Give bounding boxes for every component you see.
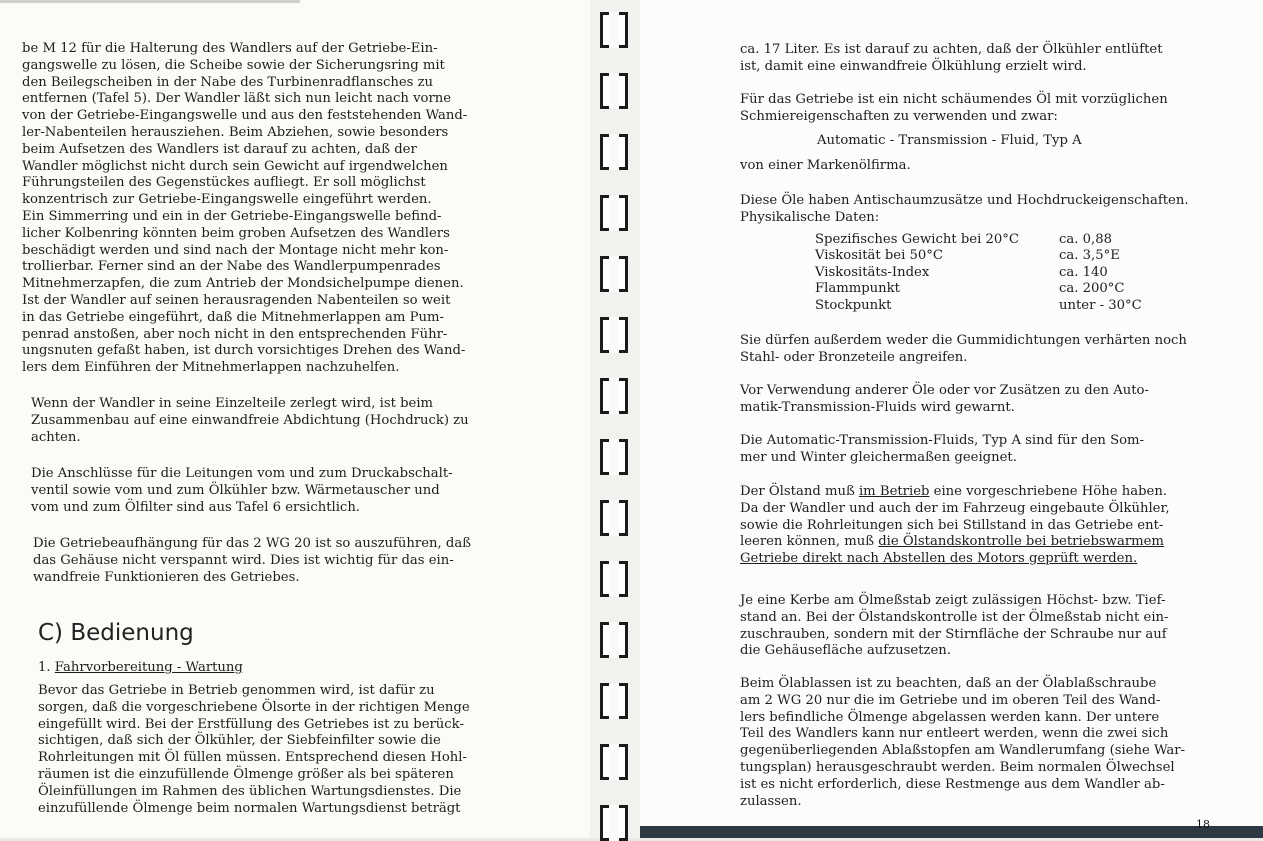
text-line: Öleinfüllungen im Rahmen des üblichen Wartungsdienstes. Die [38, 783, 462, 799]
binding-ring [600, 500, 628, 536]
binding-ring [600, 378, 628, 414]
text-line: die Gehäusefläche aufzusetzen. [740, 643, 951, 659]
text-line: licher Kolbenring könnten beim groben Aufsetzen des Wandlers [22, 225, 450, 241]
p7-underlined: die Ölstandskontrolle bei betriebswarmem [878, 534, 1164, 550]
text-line: das Gehäuse nicht verspannt wird. Dies ist wichtig für das ein- [33, 552, 454, 568]
right-paragraph-9 [740, 676, 1185, 810]
spiral-binding [590, 0, 640, 838]
text-line: zuschrauben, sondern mit der Stirnfläche der Schraube nur auf [740, 626, 1167, 642]
binding-ring [600, 12, 628, 48]
physical-data-row [815, 298, 1142, 314]
text-line: sichtigen, daß sich der Ölkühler, der Siebfeinfilter sowie die [38, 733, 441, 749]
binding-ring [600, 256, 628, 292]
right-paragraph-5 [740, 383, 1149, 417]
text-line: gangswelle zu lösen, die Scheibe sowie der Sicherungsring mit [22, 57, 445, 73]
property-value: ca. 0,88 [1059, 232, 1112, 247]
property-label: Flammpunkt [815, 281, 900, 297]
physical-data-table [815, 232, 1142, 314]
text-line: Die Getriebeaufhängung für das 2 WG 20 ist so auszuführen, daß [33, 536, 472, 551]
binding-ring [600, 683, 628, 719]
text-line: räumen ist die einzufüllende Ölmenge größer als bei späteren [38, 766, 454, 782]
binding-ring [600, 73, 628, 109]
text-line: Schmiereigenschaften zu verwenden und zwar: [740, 108, 1058, 124]
left-paragraph-3 [31, 466, 453, 516]
subheading [38, 660, 243, 675]
right-paragraph-6 [740, 433, 1144, 467]
physical-data-row [815, 265, 1142, 281]
binding-ring [600, 195, 628, 231]
physical-data-row [815, 232, 1142, 248]
property-label: Spezifisches Gewicht bei 20°C [815, 232, 1019, 247]
oil-specification: Automatic - Transmission - Fluid, Typ A [817, 133, 1082, 148]
text-line: ist es nicht erforderlich, diese Restmenge aus dem Wandler ab- [740, 776, 1165, 792]
binding-ring [600, 622, 628, 658]
right-paragraph-2 [740, 92, 1168, 126]
binding-ring [600, 805, 628, 841]
property-value: ca. 3,5°E [1059, 248, 1120, 264]
left-paragraph-2 [31, 396, 469, 446]
text-line: konzentrisch zur Getriebe-Eingangswelle eingeführt werden. [22, 192, 432, 208]
text-line: ungsnuten gefaßt haben, ist durch vorsichtiges Drehen des Wand- [22, 343, 466, 359]
p7-text: Der Ölstand muß [740, 484, 859, 499]
text-line: einzufüllende Ölmenge beim normalen Wartungsdienst beträgt [38, 800, 461, 816]
property-value: ca. 140 [1059, 264, 1108, 280]
p7-underlined-line: Getriebe direkt nach Abstellen des Motors geprüft werden. [740, 551, 1138, 567]
right-page [640, 0, 1263, 838]
right-paragraph-7 [740, 484, 1170, 568]
text-line: achten. [31, 429, 81, 445]
p7-underlined: im Betrieb [858, 484, 930, 499]
text-line: Je eine Kerbe am Ölmeßstab zeigt zulässigen Höchst- bzw. Tief- [740, 593, 1166, 608]
text-line: zulassen. [740, 793, 802, 809]
text-line: Wandler möglichst nicht durch sein Gewicht auf irgendwelchen [22, 158, 448, 174]
right-paragraph-2-end: von einer Markenölfirma. [740, 158, 911, 173]
text-line: be M 12 für die Halterung des Wandlers auf der Getriebe-Ein- [22, 41, 438, 56]
text-line: Die Automatic-Transmission-Fluids, Typ A sind für den Som- [740, 433, 1145, 448]
right-paragraph-4 [740, 333, 1187, 367]
property-label: Viskosität bei 50°C [815, 248, 943, 264]
text-line: den Beilegscheiben in der Nabe des Turbinenradflansches zu [22, 74, 434, 90]
subheading-text: Fahrvorbereitung - Wartung [54, 660, 243, 675]
top-edge-smudge [0, 0, 300, 3]
text-line: am 2 WG 20 nur die im Getriebe und im oberen Teil des Wand- [740, 692, 1161, 708]
subheading-number: 1. [38, 660, 51, 675]
text-line: lers dem Einführen der Mitnehmerlappen nachzuhelfen. [22, 360, 400, 376]
p7-text: eine vorgeschriebene Höhe haben. [929, 484, 1168, 499]
text-line: Rohrleitungen mit Öl füllen müssen. Entsprechend diesen Hohl- [38, 750, 467, 766]
text-line: entfernen (Tafel 5). Der Wandler läßt sich nun leicht nach vorne [22, 91, 452, 107]
text-line: Bevor das Getriebe in Betrieb genommen wird, ist dafür zu [38, 683, 435, 698]
physical-data-row [815, 248, 1142, 264]
binding-ring [600, 439, 628, 475]
text-line: Diese Öle haben Antischaumzusätze und Hochdruckeigenschaften. [740, 193, 1189, 208]
text-line: Für das Getriebe ist ein nicht schäumendes Öl mit vorzüglichen [740, 92, 1168, 107]
text-line: tungsplan) herausgeschraubt werden. Beim normalen Ölwechsel [740, 759, 1175, 775]
text-line: Führungsteilen des Gegenstückes aufliegt. Er soll möglichst [22, 175, 426, 191]
text-line: penrad anstoßen, aber noch nicht in den entsprechenden Führ- [22, 326, 448, 342]
page-number: 18 [1196, 818, 1210, 831]
property-label: Viskositäts-Index [815, 264, 930, 280]
text-line: Stahl- oder Bronzeteile angreifen. [740, 349, 968, 365]
text-line: Die Anschlüsse für die Leitungen vom und zum Druckabschalt- [31, 466, 453, 481]
property-value: ca. 200°C [1059, 281, 1125, 297]
text-line: ist, damit eine einwandfreie Ölkühlung erzielt wird. [740, 58, 1087, 74]
text-line: sorgen, daß die vorgeschriebene Ölsorte in der richtigen Menge [38, 699, 470, 715]
text-line: Mitnehmerzapfen, die zum Antrieb der Mondsichelpumpe dienen. [22, 276, 464, 292]
left-paragraph-5 [38, 683, 470, 817]
text-line: beim Aufsetzen des Wandlers ist darauf zu achten, daß der [22, 141, 417, 157]
property-value: unter - 30°C [1059, 297, 1142, 313]
text-line: vom und zum Ölfilter sind aus Tafel 6 ersichtlich. [31, 499, 361, 515]
text-line: ventil sowie vom und zum Ölkühler bzw. Wärmetauscher und [31, 482, 440, 498]
text-line: Wenn der Wandler in seine Einzelteile zerlegt wird, ist beim [31, 396, 434, 411]
p7-text: leeren können, muß [740, 534, 879, 550]
p7-line: sowie die Rohrleitungen sich bei Stillstand in das Getriebe ent- [740, 517, 1164, 533]
right-paragraph-3 [740, 193, 1189, 227]
text-line: Zusammenbau auf eine einwandfreie Abdichtung (Hochdruck) zu [31, 412, 469, 428]
text-line: mer und Winter gleichermaßen geeignet. [740, 449, 1017, 465]
p7-line: Da der Wandler und auch der im Fahrzeug eingebaute Ölkühler, [740, 500, 1170, 516]
text-line: stand an. Bei der Ölstandskontrolle ist der Ölmeßstab nicht ein- [740, 609, 1169, 625]
text-line: Teil des Wandlers kann nur entleert werden, wenn die zwei sich [740, 726, 1169, 742]
text-line: Beim Ölablassen ist zu beachten, daß an der Ölablaßschraube [740, 676, 1157, 691]
bottom-edge-bar [640, 826, 1263, 838]
binding-ring [600, 744, 628, 780]
text-line: matik-Transmission-Fluids wird gewarnt. [740, 399, 1015, 415]
binding-ring [600, 317, 628, 353]
left-paragraph-4 [33, 536, 471, 586]
text-line: eingefüllt wird. Bei der Erstfüllung des Getriebes ist zu berück- [38, 716, 464, 732]
binding-ring [600, 561, 628, 597]
text-line: lers befindliche Ölmenge abgelassen werden kann. Der untere [740, 709, 1160, 725]
text-line: trollierbar. Ferner sind an der Nabe des Wandlerpumpenrades [22, 259, 441, 275]
left-page [0, 0, 590, 838]
binding-ring [600, 134, 628, 170]
right-paragraph-8 [740, 593, 1168, 660]
right-paragraph-1 [740, 42, 1163, 76]
text-line: gegenüberliegenden Ablaßstopfen am Wandlerumfang (siehe War- [740, 743, 1186, 759]
text-line: Vor Verwendung anderer Öle oder vor Zusätzen zu den Auto- [740, 383, 1149, 398]
text-line: Ein Simmerring und ein in der Getriebe-Eingangswelle befind- [22, 208, 442, 224]
text-line: wandfreie Funktionieren des Getriebes. [33, 569, 300, 585]
text-line: in das Getriebe eingeführt, daß die Mitnehmerlappen am Pum- [22, 309, 444, 325]
left-paragraph-1 [22, 41, 467, 377]
section-heading: C) Bedienung [38, 620, 194, 646]
text-line: Sie dürfen außerdem weder die Gummidichtungen verhärten noch [740, 333, 1187, 348]
text-line: Ist der Wandler auf seinen herausragenden Nabenteilen so weit [22, 292, 451, 308]
text-line: ler-Nabenteilen herausziehen. Beim Abziehen, sowie besonders [22, 124, 449, 140]
text-line: beschädigt werden und sind nach der Montage nicht mehr kon- [22, 242, 449, 258]
property-label: Stockpunkt [815, 297, 892, 313]
text-line: von der Getriebe-Eingangswelle und aus den feststehenden Wand- [22, 108, 468, 124]
text-line: ca. 17 Liter. Es ist darauf zu achten, daß der Ölkühler entlüftet [740, 42, 1163, 57]
text-line: Physikalische Daten: [740, 209, 880, 225]
physical-data-row [815, 281, 1142, 297]
